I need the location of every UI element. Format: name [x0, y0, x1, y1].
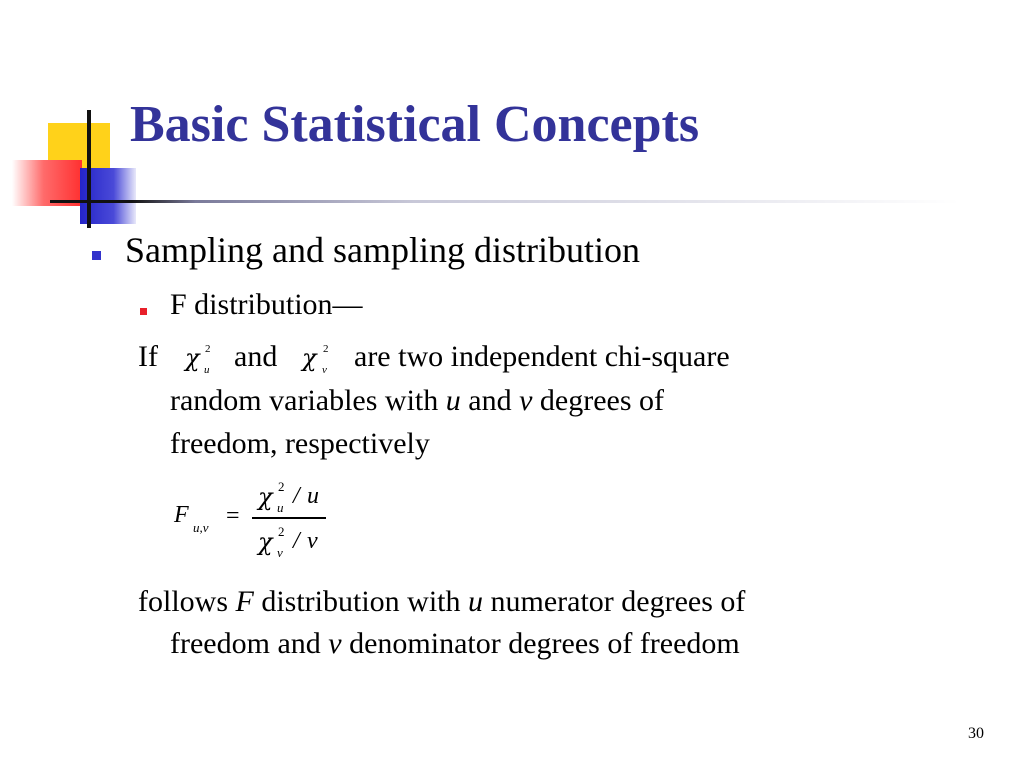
- bullet-sampling: Sampling and sampling distribution: [125, 230, 640, 270]
- text-if: If: [138, 340, 158, 373]
- text-fragment: degrees of: [539, 384, 665, 417]
- variable-v: v: [328, 627, 342, 660]
- variable-v: v: [519, 384, 533, 417]
- variable-u: u: [445, 384, 461, 417]
- subscript-u: u: [204, 364, 210, 376]
- text-fragment: denominator degrees of freedom: [349, 627, 740, 660]
- variable-F: F: [235, 585, 254, 618]
- page-number: 30: [968, 725, 984, 742]
- subscript-v: v: [277, 545, 283, 560]
- text-line-follows: [138, 585, 745, 619]
- text-fragment: distribution with: [261, 585, 461, 618]
- formula-subscript-uv: u,v: [193, 520, 209, 535]
- text-independent-chi-square: are two independent chi-square: [354, 340, 730, 373]
- formula-v: v: [307, 528, 318, 554]
- formula-equals: =: [226, 503, 240, 529]
- formula-slash: /: [293, 483, 300, 509]
- text-fragment: freedom and: [170, 627, 321, 660]
- title-underline-rule: [50, 200, 960, 203]
- formula-F: F: [174, 502, 189, 528]
- bullet-marker-level2: [140, 308, 147, 315]
- subscript-v: v: [322, 364, 327, 376]
- variable-u: u: [468, 585, 484, 618]
- text-and: and: [234, 340, 278, 373]
- superscript-2: 2: [278, 524, 285, 539]
- chi-symbol: χ: [258, 483, 273, 511]
- superscript-2: 2: [323, 343, 329, 355]
- text-fragment: and: [468, 384, 512, 417]
- fraction-bar: [252, 517, 326, 519]
- chi-symbol: χ: [258, 528, 273, 556]
- text-fragment: numerator degrees of: [490, 585, 746, 618]
- text-line-freedom: freedom, respectively: [170, 427, 430, 460]
- superscript-2: 2: [278, 479, 285, 494]
- bullet-f-distribution: F distribution—: [170, 288, 363, 321]
- subscript-u: u: [277, 500, 284, 515]
- text-line-denominator: [170, 627, 740, 661]
- chi-symbol: χ: [185, 344, 200, 372]
- vertical-rule-decoration: [87, 110, 91, 228]
- chi-symbol: χ: [302, 344, 317, 372]
- formula-u: u: [307, 483, 319, 509]
- text-fragment: random variables with: [170, 384, 439, 417]
- text-fragment: follows: [138, 585, 228, 618]
- slide-title: Basic Statistical Concepts: [130, 96, 700, 153]
- formula-slash: /: [293, 528, 300, 554]
- superscript-2: 2: [205, 343, 211, 355]
- bullet-marker-level1: [92, 251, 101, 260]
- text-line-random-variables: [170, 384, 664, 418]
